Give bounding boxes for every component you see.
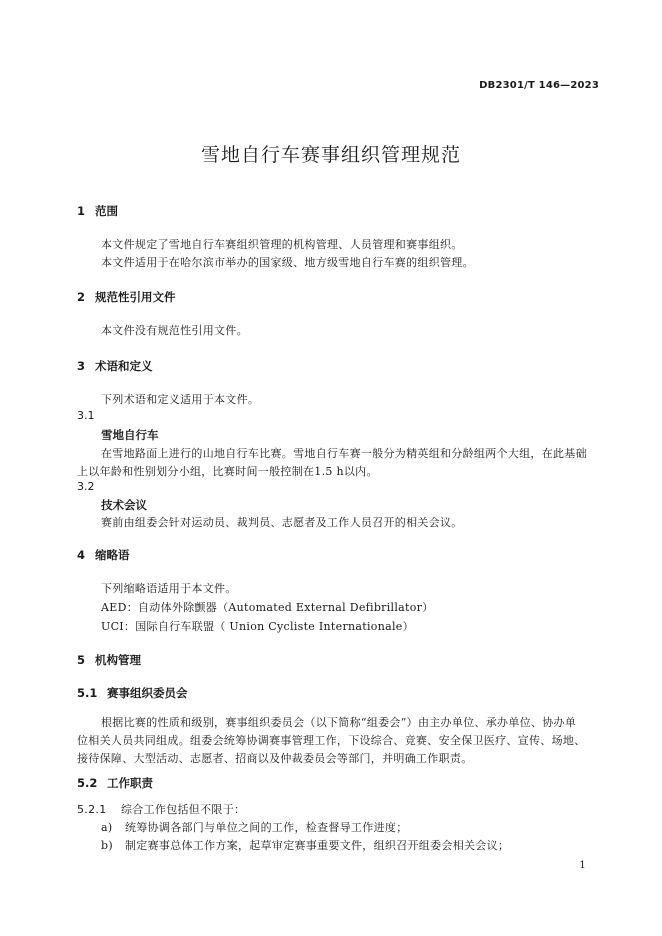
section-3-heading [77, 358, 153, 374]
term-definition: 上以年龄和性别划分小组，比赛时间一般控制在1.5 h以内。 [77, 465, 378, 478]
list-text: 统筹协调各部门与单位之间的工作，检查督导工作进度； [125, 821, 408, 834]
term-name: 技术会议 [101, 498, 147, 512]
section-number: 4 [77, 548, 86, 562]
paragraph: 接待保障、大型活动、志愿者、招商以及仲裁委员会等部门，并明确工作职责。 [77, 752, 473, 765]
section-number: 3 [77, 359, 86, 373]
paragraph: 本文件没有规范性引用文件。 [101, 324, 248, 337]
list-text: 制定赛事总体工作方案，起草审定赛事重要文件，组织召开组委会相关会议； [125, 839, 510, 852]
list-item-a [101, 819, 408, 835]
term-name: 雪地自行车 [101, 428, 159, 442]
term-number: 3.2 [77, 480, 95, 493]
paragraph: 本文件规定了雪地自行车赛组织管理的机构管理、人员管理和赛事组织。 [101, 238, 463, 251]
paragraph: 下列术语和定义适用于本文件。 [101, 393, 260, 406]
section-number: 5 [77, 653, 86, 667]
subsection-5-1-heading [77, 685, 188, 701]
section-2-heading [77, 289, 176, 305]
section-title: 机构管理 [95, 653, 141, 667]
subsection-5-2-heading [77, 775, 153, 791]
subsection-number: 5.2 [77, 776, 98, 790]
paragraph: 本文件适用于在哈尔滨市举办的国家级、地方级雪地自行车赛的组织管理。 [101, 256, 474, 269]
document-code: DB2301/T 146—2023 [479, 80, 599, 91]
subsection-title: 赛事组织委员会 [107, 686, 188, 700]
section-title: 缩略语 [95, 548, 130, 562]
term-definition: 赛前由组委会针对运动员、裁判员、志愿者及工作人员召开的相关会议。 [101, 516, 463, 529]
section-1-heading [77, 203, 118, 219]
section-title: 规范性引用文件 [95, 290, 176, 304]
section-number: 1 [77, 204, 86, 218]
list-label: a) [101, 821, 113, 834]
abbreviation-uci: UCI：国际自行车联盟（ Union Cycliste Internationale） [101, 620, 414, 633]
term-number: 3.1 [77, 409, 95, 422]
clause-number: 5.2.1 [77, 803, 107, 816]
clause-5-2-1 [77, 801, 245, 817]
paragraph: 根据比赛的性质和级别，赛事组织委员会（以下简称“组委会”）由主办单位、承办单位、协办单 [101, 716, 577, 729]
term-definition: 在雪地路面上进行的山地自行车比赛。雪地自行车赛一般分为精英组和分龄组两个大组，在此基础 [101, 447, 587, 460]
list-item-b [101, 837, 509, 853]
clause-text: 综合工作包括但不限于： [121, 803, 246, 816]
paragraph: 位相关人员共同组成。组委会统筹协调赛事管理工作，下设综合、竞赛、安全保卫医疗、宣传、场地、 [77, 734, 586, 747]
subsection-number: 5.1 [77, 686, 98, 700]
section-number: 2 [77, 290, 86, 304]
section-title: 范围 [95, 204, 118, 218]
paragraph: 下列缩略语适用于本文件。 [101, 582, 237, 595]
subsection-title: 工作职责 [107, 776, 153, 790]
abbreviation-aed: AED：自动体外除颤器（Automated External Defibrillator） [101, 601, 434, 614]
section-5-heading [77, 652, 141, 668]
list-label: b) [101, 839, 113, 852]
page-number: 1 [579, 860, 586, 871]
section-title: 术语和定义 [95, 359, 153, 373]
section-4-heading [77, 547, 130, 563]
document-title: 雪地自行车赛事组织管理规范 [200, 144, 461, 166]
